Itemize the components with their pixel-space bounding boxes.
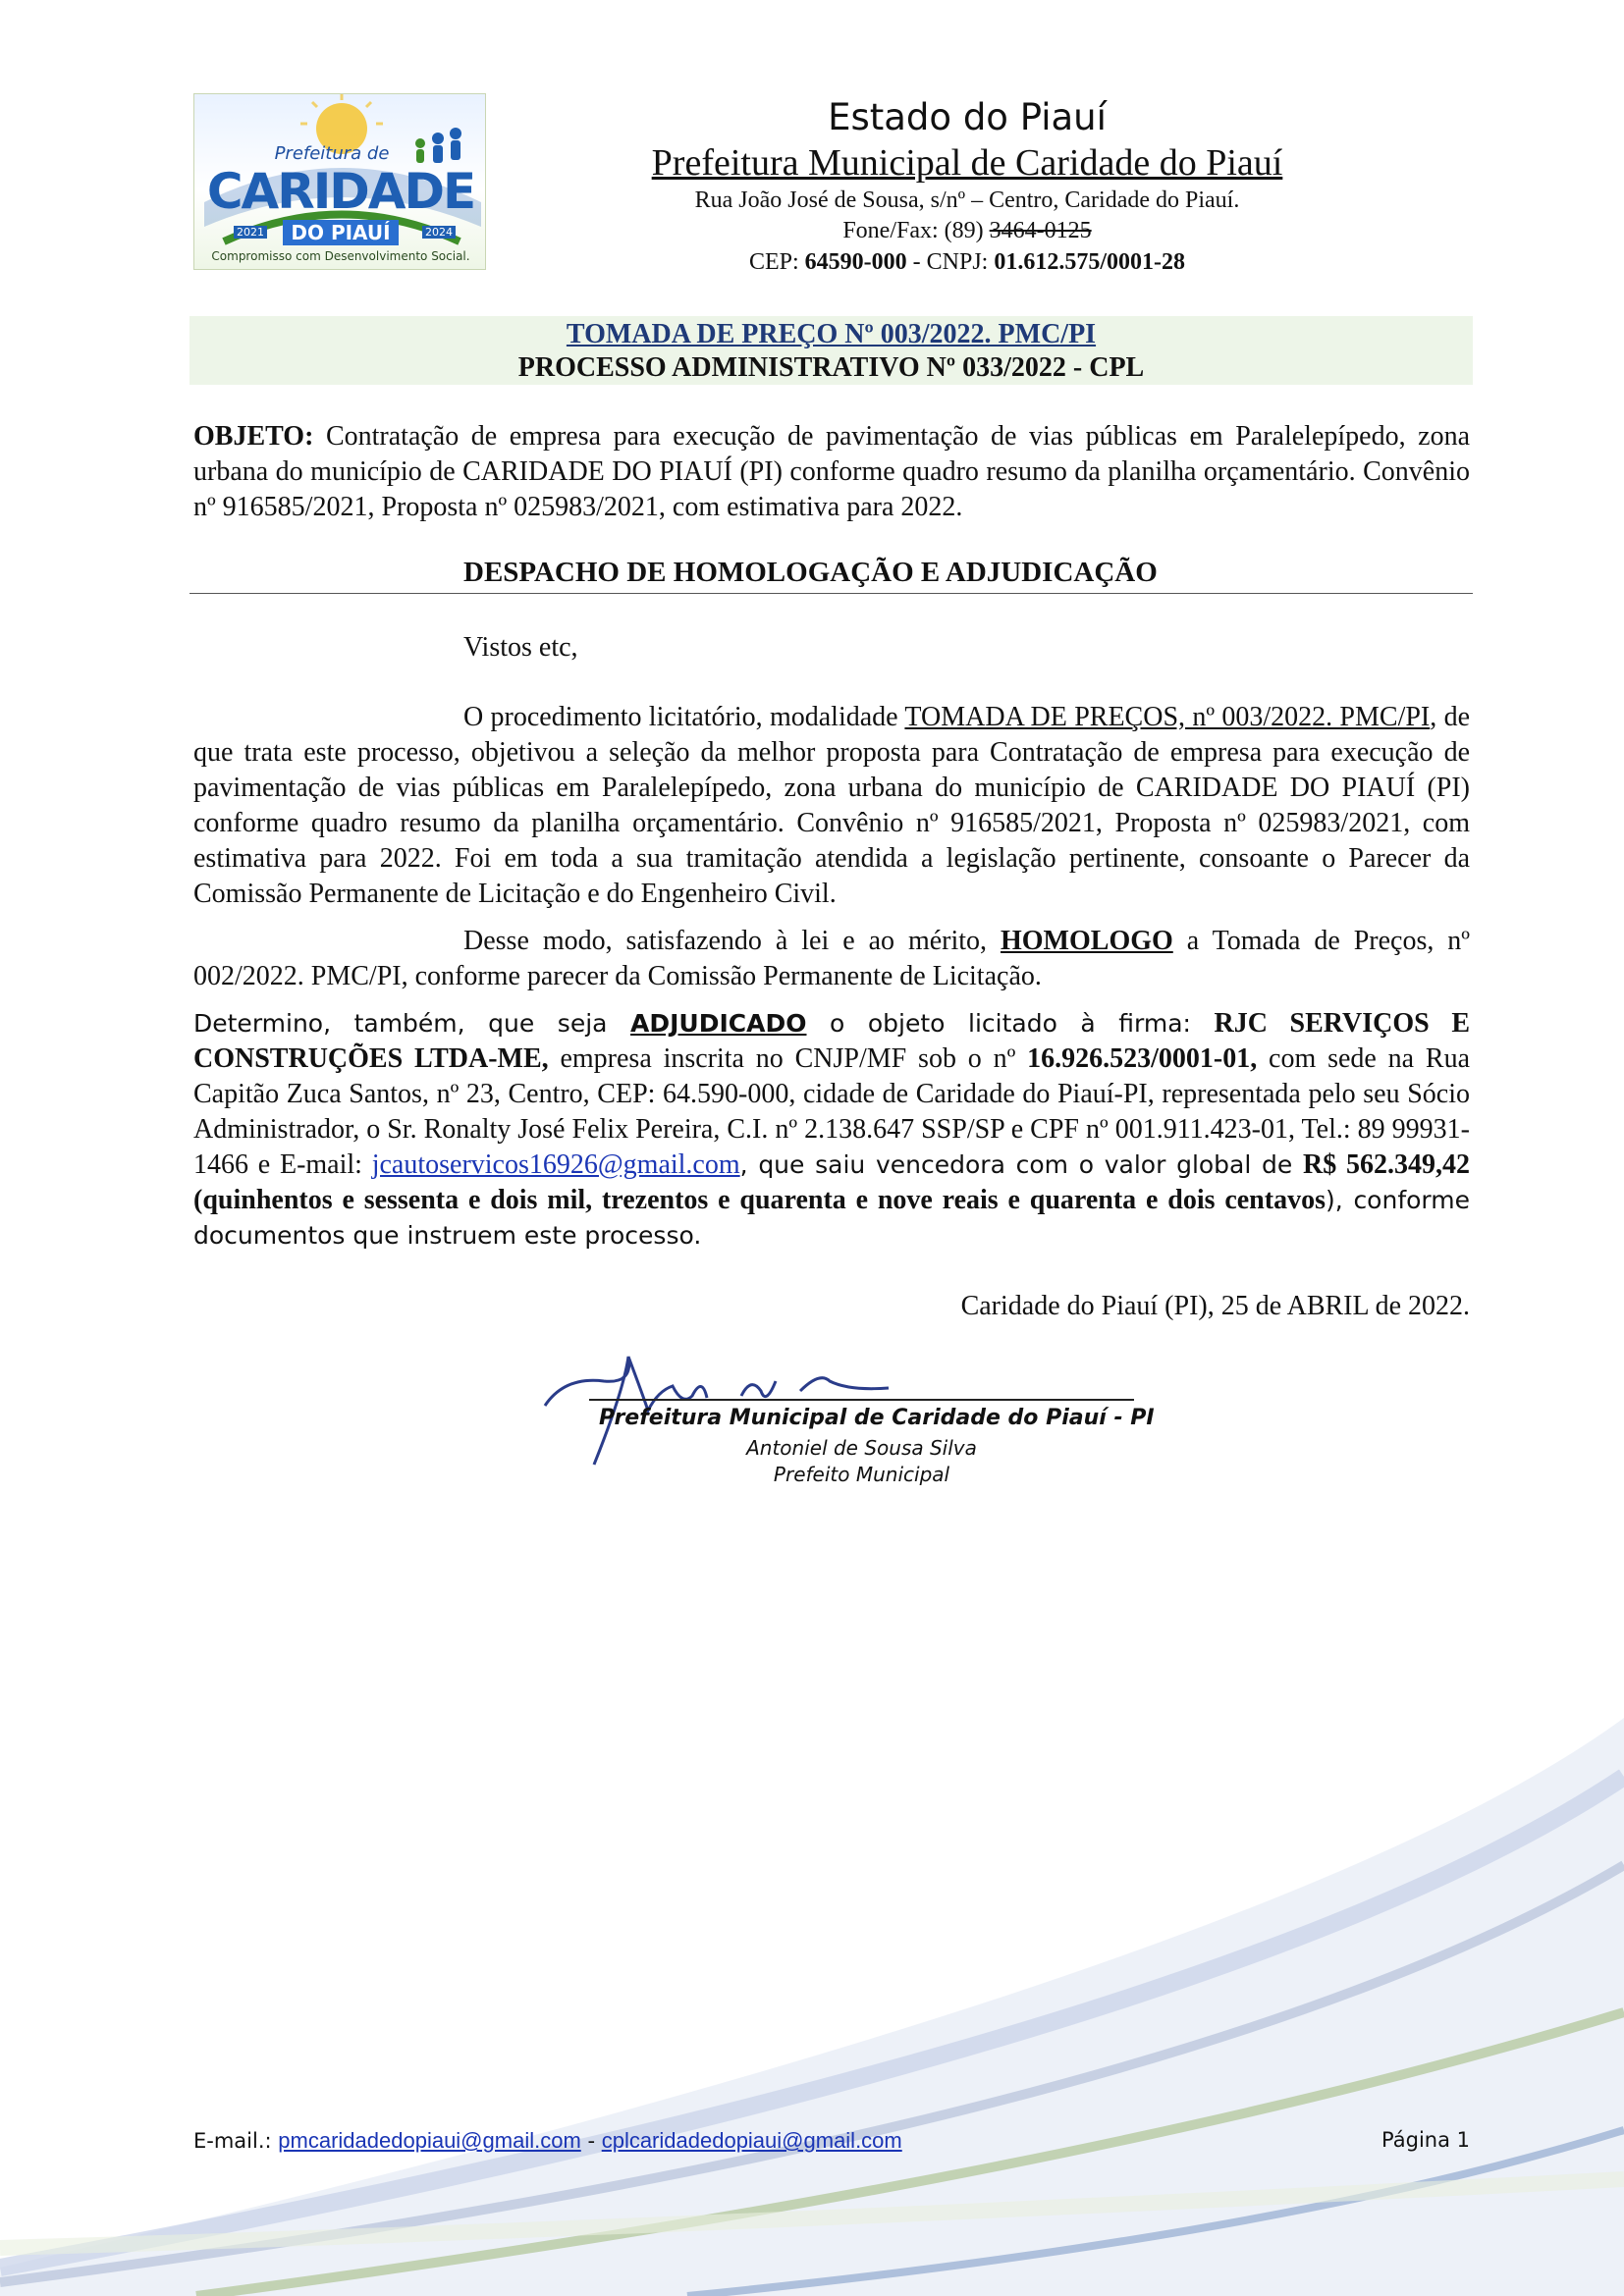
p3-text-e: , que saiu vencedora com o valor global de (739, 1150, 1303, 1179)
adjudicado-paragraph (193, 1006, 1470, 1254)
footer-email-1[interactable]: pmcaridadedopiaui@gmail.com (278, 2128, 581, 2153)
footer-separator: - (580, 2129, 602, 2153)
p3-cnpj: 16.926.523/0001-01, (1027, 1043, 1258, 1074)
title-processo: PROCESSO ADMINISTRATIVO Nº 033/2022 - CPL (517, 352, 1145, 383)
footer (193, 2128, 1470, 2154)
p1-modalidade: TOMADA DE PREÇOS, nº 003/2022. PMC/PI (904, 702, 1431, 732)
homologo-paragraph (193, 924, 1470, 994)
logo-line3: DO PIAUÍ (283, 220, 399, 245)
header-address: Rua João José de Sousa, s/nº – Centro, Caridade do Piauí. (694, 187, 1240, 213)
vistos-line: Vistos etc, (463, 632, 578, 663)
p3-firm: RJC SERVIÇOS E CONSTRUÇÕES LTDA-ME, (193, 1008, 1471, 1074)
signature-org: Prefeitura Municipal de Caridade do Piauí - PI (599, 1406, 1155, 1430)
objeto-label: OBJETO: (193, 421, 314, 452)
objeto-text: Contratação de empresa para execução de pavimentação de vias públicas em Paralelepípedo, zona urbana do município de CARIDADE DO PIAUÍ (PI) conforme quadro resumo da planilha orçamentário. Convênio nº 916585/2021, Proposta nº 025983/2021, com estimativa para 2022. (193, 421, 1470, 522)
p3-email-link[interactable]: jcautoservicos16926@gmail.com (371, 1149, 740, 1180)
p3-text-f: ), conforme documentos que instruem este processo. (193, 1186, 1470, 1250)
title-band (189, 316, 1473, 385)
p3-text-a: Determino, também, que seja (193, 1009, 631, 1038)
date-line: Caridade do Piauí (PI), 25 de ABRIL de 2022. (960, 1291, 1470, 1321)
page-number: Página 1 (1381, 2128, 1470, 2152)
header-cnpj-value: 01.612.575/0001-28 (994, 249, 1186, 275)
p3-valor: R$ 562.349,42 (quinhentos e sessenta e dois mil, trezentos e quarenta e nove reais e quarenta e dois centavos (193, 1149, 1470, 1215)
p2-text-b: a Tomada de Preços, nº 002/2022. PMC/PI, conforme parecer da Comissão Permanente de Licitação. (193, 926, 1470, 991)
signature-role: Prefeito Municipal (773, 1463, 950, 1486)
p1-text-b: , de que trata este processo, objetivou a seleção da melhor proposta para Contratação de empresa para execução de pavimentação de vias públicas em Paralelepípedo, zona urbana do município de CARIDADE DO PIAUÍ (PI) conforme quadro resumo da planilha orçamentário. Convênio nº 916585/2021, Proposta nº 025983/2021, com estimativa para 2022. Foi em toda a sua tramitação atendida a legislação pertinente, consoante o Parecer da Comissão Permanente de Licitação e do Engenheiro Civil. (193, 702, 1470, 909)
decorative-swoosh-icon (0, 1718, 1624, 2296)
header-cep-cnpj (589, 249, 1345, 276)
header-cnpj-label: - CNPJ: (906, 249, 995, 275)
logo-year-left: 2021 (234, 226, 267, 239)
logo-year-right: 2024 (422, 226, 456, 239)
header-state: Estado do Piauí (828, 96, 1107, 138)
header-cep-value: 64590-000 (804, 249, 907, 275)
logo-line2: CARIDADE (206, 163, 475, 220)
p2-homologo: HOMOLOGO (1001, 926, 1173, 956)
header-cep-label: CEP: (748, 249, 805, 275)
footer-email-2[interactable]: cplcaridadedopiaui@gmail.com (601, 2128, 902, 2153)
header-phone (589, 218, 1345, 244)
title-tomada: TOMADA DE PREÇO Nº 003/2022. PMC/PI (566, 319, 1097, 349)
footer-label: E-mail.: (193, 2129, 279, 2153)
signature-name: Antoniel de Sousa Silva (746, 1436, 977, 1460)
p3-text-b: o objeto licitado à firma: (806, 1009, 1215, 1038)
header-phone-number: 3464-0125 (989, 218, 1092, 243)
municipal-logo (193, 93, 486, 270)
p3-adjudicado: ADJUDICADO (630, 1009, 807, 1038)
header-phone-prefix: Fone/Fax: (89) (842, 218, 990, 243)
logo-line1: Prefeitura de (274, 143, 390, 164)
despacho-heading: DESPACHO DE HOMOLOGAÇÃO E ADJUDICAÇÃO (463, 557, 1158, 588)
p3-text-d: com sede na Rua Capitão Zuca Santos, nº 23, Centro, CEP: 64.590-000, cidade de Caridade do Piauí-PI, representada pelo seu Sócio Administrador, o Sr. Ronalty José Felix Pereira, C.I. nº 2.138.647 SSP/SP e CPF nº 001.911.423-01, Tel.: 89 99931-1466 e E-mail: (193, 1043, 1470, 1180)
logo-slogan: Compromisso com Desenvolvimento Social. (211, 249, 470, 263)
procedimento-paragraph (193, 700, 1470, 912)
p3-text-c: empresa inscrita no CNJP/MF sob o nº (548, 1043, 1028, 1074)
heading-divider (189, 593, 1473, 594)
objeto-paragraph (193, 419, 1470, 525)
p1-text-a: O procedimento licitatório, modalidade (463, 702, 905, 732)
p2-text-a: Desse modo, satisfazendo à lei e ao mérito, (463, 926, 1001, 956)
header-prefeitura: Prefeitura Municipal de Caridade do Piauí (651, 142, 1283, 184)
